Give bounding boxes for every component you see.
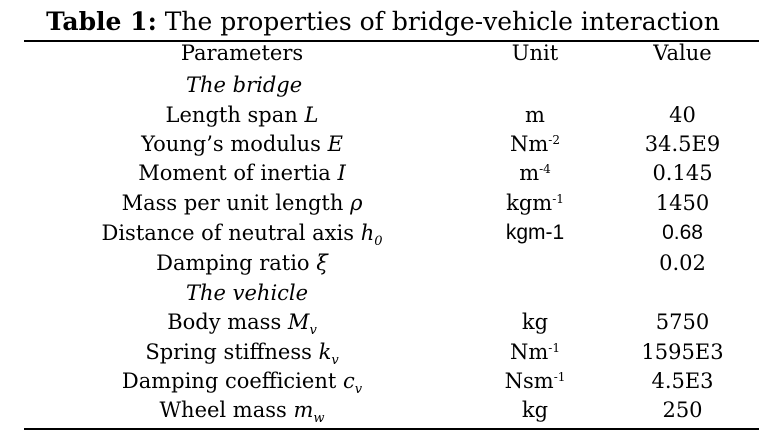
table-row xyxy=(0,248,766,278)
unit-cell: m xyxy=(525,103,545,127)
section-vehicle: The vehicle xyxy=(186,281,309,305)
param-cell: Mass per unit length ρ xyxy=(121,191,363,215)
unit-cell: kg xyxy=(521,310,549,334)
value-cell: 34.5E9 xyxy=(644,132,721,156)
value-cell: 0.02 xyxy=(659,251,706,275)
table-row xyxy=(0,218,766,248)
unit-cell: kgm$^{-1}$ xyxy=(506,191,564,215)
caption-label: Table 1: xyxy=(46,7,157,36)
value-cell: 0.68 xyxy=(662,221,703,244)
param-cell: Damping ratio ξ xyxy=(156,251,328,275)
value-cell: 250 xyxy=(662,398,703,422)
table-caption xyxy=(0,6,766,38)
table-row xyxy=(0,307,766,337)
param-cell: Young’s modulus E xyxy=(141,132,343,156)
table-row xyxy=(0,129,766,159)
param-cell: Body mass $M_v$ xyxy=(167,310,317,339)
value-cell: 5750 xyxy=(655,310,710,334)
param-cell: Distance of neutral axis $h_0$ xyxy=(101,221,383,250)
header-row xyxy=(0,38,766,68)
unit-cell: kgm-1 xyxy=(505,221,565,244)
unit-cell: kg xyxy=(521,398,549,422)
value-cell: 0.145 xyxy=(652,161,713,185)
value-cell: 4.5E3 xyxy=(651,369,714,393)
table-row xyxy=(0,100,766,130)
table-row xyxy=(0,337,766,367)
section-bridge: The bridge xyxy=(186,73,303,97)
table-row xyxy=(0,366,766,396)
header-unit: Unit xyxy=(511,41,559,65)
unit-cell: $Nm^{-2}$ xyxy=(510,132,560,156)
param-cell: Wheel mass $m_w$ xyxy=(159,398,325,427)
header-parameters: Parameters xyxy=(180,41,304,65)
caption-title: The properties of bridge-vehicle interaction xyxy=(164,7,720,36)
value-cell: 1450 xyxy=(655,191,710,215)
table-row xyxy=(0,188,766,218)
param-cell: Moment of inertia I xyxy=(138,161,346,185)
bottom-rule xyxy=(24,428,759,430)
unit-cell: Nsm$^{-1}$ xyxy=(504,369,566,393)
param-cell: Damping coefficient $c_v$ xyxy=(121,369,363,398)
table-row xyxy=(0,395,766,425)
header-value: Value xyxy=(653,41,712,65)
param-cell: Length span L xyxy=(165,103,319,127)
param-cell: Spring stiffness $k_v$ xyxy=(145,340,339,369)
unit-cell: $Nm^{-1}$ xyxy=(510,340,560,364)
unit-cell: $m^{-4}$ xyxy=(519,161,551,185)
value-cell: 40 xyxy=(669,103,696,127)
value-cell: 1595E3 xyxy=(641,340,724,364)
table-row xyxy=(0,158,766,188)
